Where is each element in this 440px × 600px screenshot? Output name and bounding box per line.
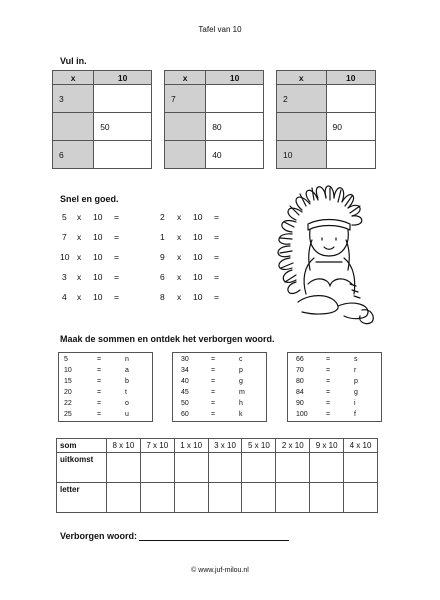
table-cell: 40 <box>206 141 264 169</box>
letter-key-box-3 <box>287 352 382 422</box>
key-row: 15 = b <box>64 378 129 385</box>
answer-cell-input[interactable] <box>344 483 378 513</box>
answer-header-sum: 7 x 10 <box>140 439 174 453</box>
answer-cell-input[interactable] <box>106 483 140 513</box>
key-row: 25 = u <box>64 411 129 418</box>
section-heading-quick: Snel en goed. <box>60 194 119 204</box>
answer-cell-input[interactable] <box>174 453 208 483</box>
table-cell: 3 <box>53 85 94 113</box>
exercise-row: 5 x 10 = <box>62 212 119 222</box>
table-cell-input[interactable] <box>206 85 264 113</box>
table-cell: 50 <box>94 113 152 141</box>
answer-cell-input[interactable] <box>208 483 242 513</box>
key-row: 90 = i <box>296 400 356 407</box>
exercise-row: 10 x 10 = <box>60 252 119 262</box>
answer-cell-input[interactable] <box>344 453 378 483</box>
answer-cell-input[interactable] <box>174 483 208 513</box>
answer-table <box>56 438 378 513</box>
key-row: 30 = c <box>181 356 243 363</box>
table-cell: 7 <box>165 85 206 113</box>
key-row: 45 = m <box>181 389 245 396</box>
answer-row-label-result: uitkomst <box>57 453 107 483</box>
answer-cell-input[interactable] <box>140 483 174 513</box>
answer-header-sum: 8 x 10 <box>106 439 140 453</box>
answer-cell-input[interactable] <box>276 453 310 483</box>
hidden-word-input-line[interactable] <box>139 532 289 541</box>
key-row: 22 = o <box>64 400 129 407</box>
answer-cell-input[interactable] <box>310 483 344 513</box>
table-header-x: x <box>53 71 94 85</box>
multiplication-table-1 <box>52 70 152 169</box>
table-cell-input[interactable] <box>53 113 94 141</box>
exercise-row: 8 x 10 = <box>160 292 219 302</box>
key-row: 70 = r <box>296 367 357 374</box>
key-row: 5 = n <box>64 356 129 363</box>
answer-header-sum: 5 x 10 <box>242 439 276 453</box>
section-heading-hidden-word: Maak de sommen en ontdek het verborgen woord. <box>60 334 275 344</box>
table-header-x: x <box>165 71 206 85</box>
answer-cell-input[interactable] <box>106 453 140 483</box>
answer-header-sum: 4 x 10 <box>344 439 378 453</box>
key-row: 20 = t <box>64 389 127 396</box>
table-cell: 2 <box>277 85 327 113</box>
answer-header-sum: 2 x 10 <box>276 439 310 453</box>
table-cell-input[interactable] <box>326 141 376 169</box>
exercise-row: 1 x 10 = <box>160 232 219 242</box>
key-row: 84 = g <box>296 389 358 396</box>
table-cell-input[interactable] <box>165 141 206 169</box>
child-headdress-illustration <box>268 180 380 332</box>
answer-header-sum: 3 x 10 <box>208 439 242 453</box>
section-heading-fill-in: Vul in. <box>60 56 87 66</box>
letter-key-box-2 <box>172 352 267 422</box>
key-row: 60 = k <box>181 411 243 418</box>
hidden-word-label: Verborgen woord: <box>60 531 138 541</box>
key-row: 10 = a <box>64 367 129 374</box>
answer-cell-input[interactable] <box>242 483 276 513</box>
table-cell-input[interactable] <box>94 85 152 113</box>
quick-exercises <box>60 212 300 312</box>
answer-header-sum: 9 x 10 <box>310 439 344 453</box>
answer-cell-input[interactable] <box>310 453 344 483</box>
table-header-x: x <box>277 71 327 85</box>
letter-key-box-1 <box>58 352 153 422</box>
table-cell-input[interactable] <box>277 113 327 141</box>
exercise-row: 9 x 10 = <box>160 252 219 262</box>
key-row: 66 = s <box>296 356 358 363</box>
table-cell: 80 <box>206 113 264 141</box>
table-cell: 6 <box>53 141 94 169</box>
page-title: Tafel van 10 <box>198 25 242 34</box>
multiplication-table-2 <box>164 70 264 169</box>
table-cell: 90 <box>326 113 376 141</box>
hidden-word-row <box>60 531 289 541</box>
table-cell-input[interactable] <box>94 141 152 169</box>
exercise-row: 6 x 10 = <box>160 272 219 282</box>
table-cell: 10 <box>277 141 327 169</box>
answer-cell-input[interactable] <box>242 453 276 483</box>
answer-header-sum: 1 x 10 <box>174 439 208 453</box>
key-row: 50 = h <box>181 400 243 407</box>
key-row: 34 = p <box>181 367 243 374</box>
answer-header-label: som <box>57 439 107 453</box>
answer-row-label-letter: letter <box>57 483 107 513</box>
exercise-row: 2 x 10 = <box>160 212 219 222</box>
table-cell-input[interactable] <box>326 85 376 113</box>
table-header-10: 10 <box>94 71 152 85</box>
table-cell-input[interactable] <box>165 113 206 141</box>
table-header-10: 10 <box>206 71 264 85</box>
table-header-10: 10 <box>326 71 376 85</box>
answer-cell-input[interactable] <box>140 453 174 483</box>
exercise-row: 4 x 10 = <box>62 292 119 302</box>
exercise-row: 7 x 10 = <box>62 232 119 242</box>
key-row: 40 = g <box>181 378 243 385</box>
footer-copyright: © www.juf-milou.nl <box>191 567 249 574</box>
key-row: 80 = p <box>296 378 358 385</box>
exercise-row: 3 x 10 = <box>62 272 119 282</box>
answer-cell-input[interactable] <box>208 453 242 483</box>
answer-cell-input[interactable] <box>276 483 310 513</box>
multiplication-table-3 <box>276 70 376 169</box>
key-row: 100 = f <box>296 411 356 418</box>
